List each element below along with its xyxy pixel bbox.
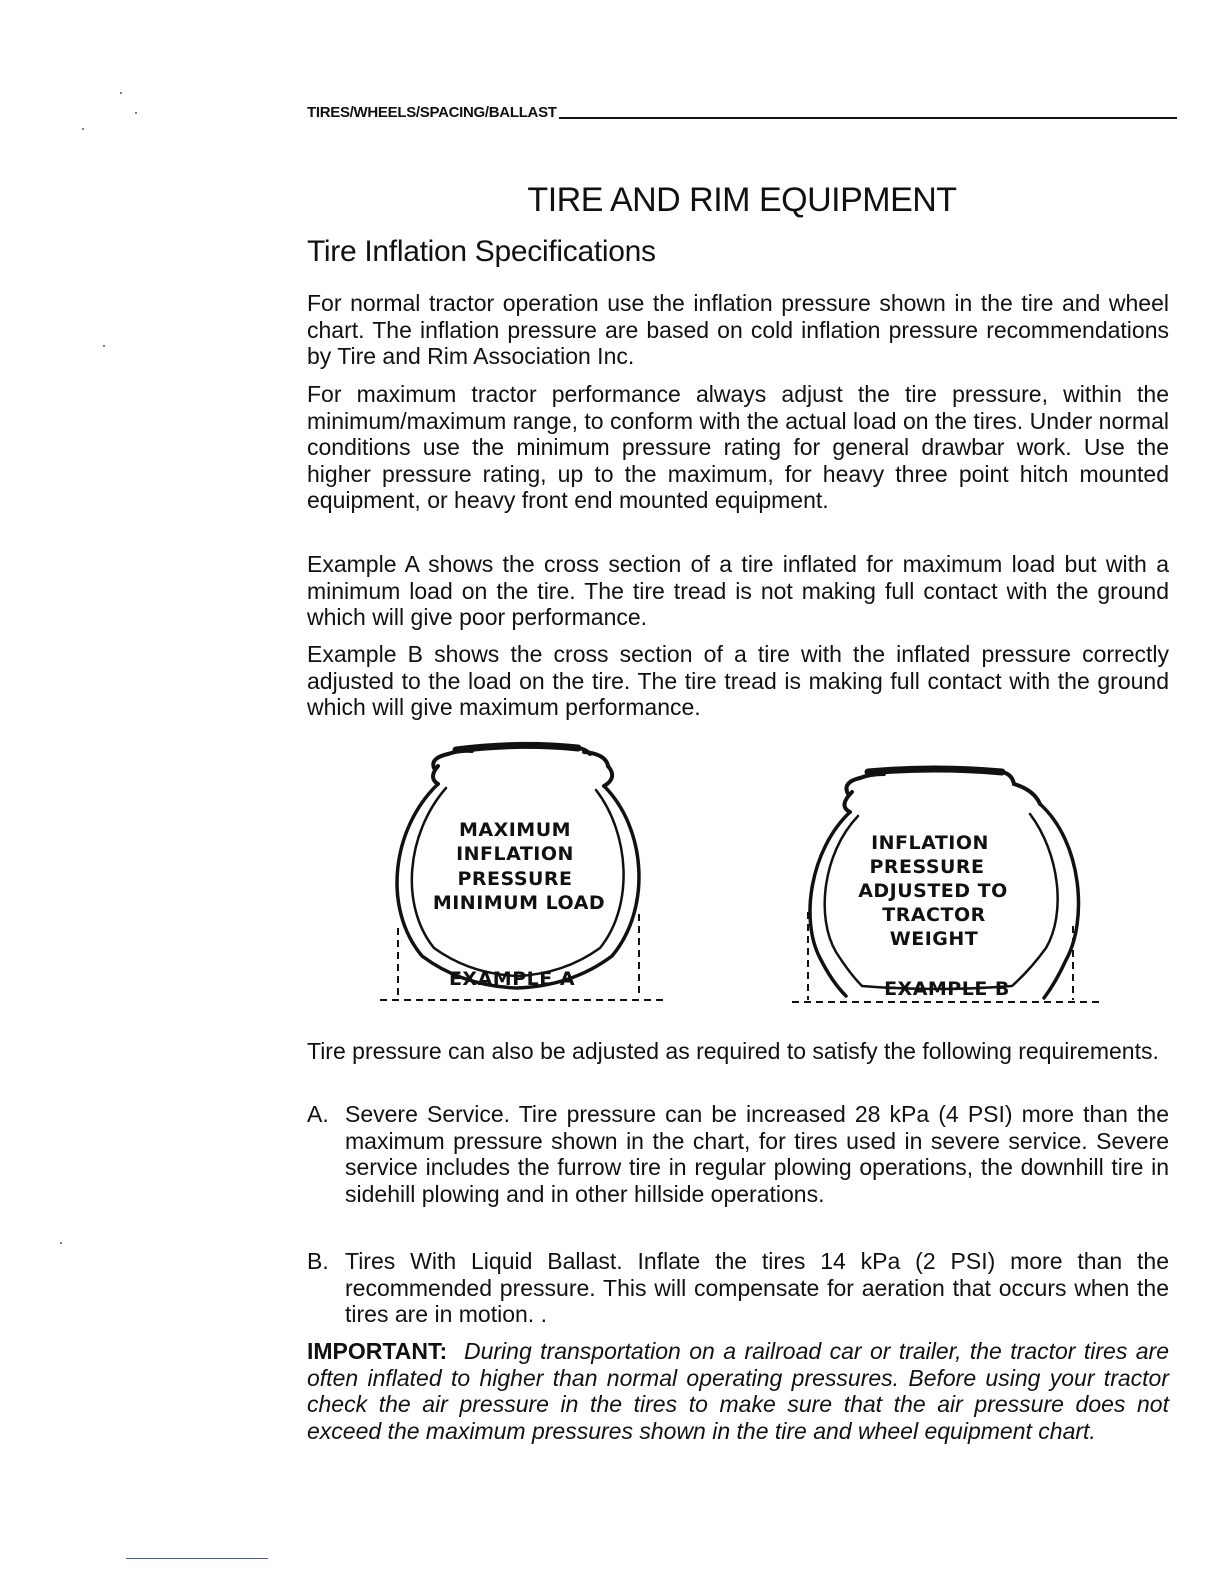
figure-a-line-3: PRESSURE: [457, 868, 573, 890]
section-header: [307, 96, 1177, 120]
scan-speck: [120, 92, 122, 94]
requirements-intro: Tire pressure can also be adjusted as required to satisfy the following requirements.: [307, 1038, 1159, 1064]
figure-b-line-5: WEIGHT: [889, 928, 979, 950]
figure-a-caption: EXAMPLE A: [448, 968, 576, 990]
figure-a-line-4: MINIMUM LOAD: [432, 892, 606, 914]
important-note: [307, 1338, 1169, 1444]
requirement-text: Tires With Liquid Ballast. Inflate the tires 14 kPa (2 PSI) more than the recommended pressure. This will compensate for aeration that occurs when the tires are in motion. .: [345, 1248, 1169, 1327]
figure-b-line-2: PRESSURE: [869, 856, 985, 878]
paragraph-maximum-performance: For maximum tractor performance always adjust the tire pressure, within the minimum/maximum range, to conform with the actual load on the tires. Under normal conditions use the minimum pressure rating for general drawbar work. Use the higher pressure rating, up to the maximum, for heavy three point hitch mounted equipment, or heavy front end mounted equipment.: [307, 381, 1169, 513]
tire-diagram-example-b: [790, 760, 1110, 1010]
section-header-text: TIRES/WHEELS/SPACING/BALLAST: [307, 104, 557, 121]
important-text: During transportation on a railroad car or trailer, the tractor tires are often inflated to higher than normal operating pressures. Before using your tractor check the air pressure in the tires to make sure that the air pressure does not exceed the maximum pressures shown in the tire and wheel equipment chart.: [307, 1338, 1169, 1444]
scan-speck: [103, 345, 105, 347]
requirement-label: B.: [307, 1248, 329, 1274]
figure-a-line-1: MAXIMUM: [458, 819, 572, 841]
requirement-liquid-ballast: [307, 1248, 1169, 1328]
page-title: TIRE AND RIM EQUIPMENT: [527, 181, 957, 219]
figure-b-line-4: TRACTOR: [882, 904, 986, 926]
scan-speck: [60, 1242, 62, 1244]
figure-b-line-3: ADJUSTED TO: [858, 880, 1008, 902]
important-label: IMPORTANT:: [307, 1338, 448, 1364]
paragraph-example-b: Example B shows the cross section of a tire with the inflated pressure correctly adjusted to the load on the tire. The tire tread is making full contact with the ground which will give maximum performance.: [307, 641, 1169, 720]
scan-speck: [82, 128, 84, 130]
requirement-label: A.: [307, 1101, 329, 1127]
paragraph-normal-operation: For normal tractor operation use the inflation pressure shown in the tire and wheel chart. The inflation pressure are based on cold inflation pressure recommendations by Tire and Rim Association Inc.: [307, 290, 1169, 369]
figure-b-caption: EXAMPLE B: [884, 978, 1010, 1000]
figure-b-line-1: INFLATION: [871, 832, 989, 854]
footer-rule: [126, 1558, 268, 1559]
tire-diagram-example-a: [372, 738, 672, 1008]
page-subtitle: Tire Inflation Specifications: [307, 235, 656, 268]
figure-a-line-2: INFLATION: [456, 843, 574, 865]
scan-speck: [135, 112, 137, 114]
requirement-text: Severe Service. Tire pressure can be increased 28 kPa (4 PSI) more than the maximum pressure shown in the chart, for tires used in severe service. Severe service includes the furrow tire in regular plowing operations, the downhill tire in sidehill plowing and in other hillside operations.: [345, 1101, 1169, 1207]
paragraph-example-a: Example A shows the cross section of a tire inflated for maximum load but with a minimum load on the tire. The tire tread is not making full contact with the ground which will give poor performance.: [307, 551, 1169, 630]
requirement-severe-service: [307, 1101, 1169, 1207]
header-rule: [559, 117, 1177, 119]
